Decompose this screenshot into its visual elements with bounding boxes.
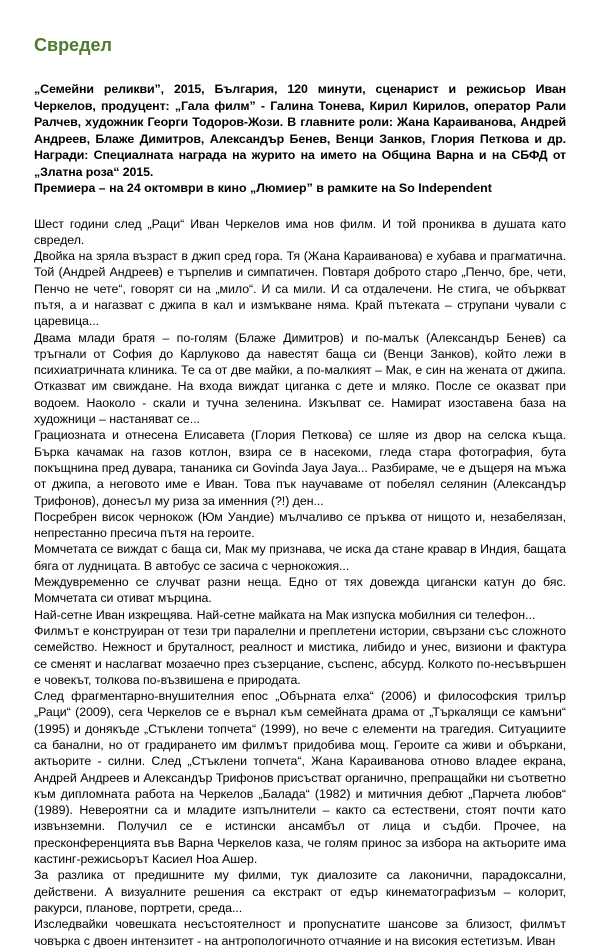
paragraph: Момчетата се виждат с баща си, Мак му признава, че иска да стане кравар в Индия, бащата бяга от лудницата. В автобус се засича с чернокожия... <box>34 542 566 573</box>
paragraph: След фрагментарно-внушителния епос „Обърната елха“ (2006) и философския трилър „Раци“ (2009), сега Черкелов се е върнал към семейната драма от „Търкалящи се камъни“ (1995) и донякъде „Стъклени топчета“ (1999), но вече с елементи на трагедия. Ситуациите са банални, но от градирането им филмът придобива мощ. Героите са живи и объркани, актьорите - силни. След „Стъклени топчета“, Жана Караиванова отново владее екрана, Андрей Андреев и Александър Трифонов присъстват органично, препращайки ни съответно към дипломната работа на Черкелов „Балада“ (1982) и митичния дебют „Парчета любов“ (1989). Невероятни са и младите изпълнители – както са естествени, стоят почти като извънземни. Получил се е истински ансамбъл от лица и съдби. Прочее, на пресконференцията във Варна Черкелов каза, че голям принос за избора на актьорите има кастинг-режисьорът Касиел Ноа Ашер. <box>34 689 566 867</box>
article-body <box>34 216 566 949</box>
paragraph: Изследвайки човешката несъстоятелност и пропуснатите шансове за близост, филмът човърка с двоен интензитет - на антропологичното отчаяние и на високия естетизъм. Иван <box>34 917 566 948</box>
article-title: Свредел <box>34 35 112 55</box>
paragraph: Най-сетне Иван изкрещява. Най-сетне майката на Мак изпуска мобилния си телефон... <box>34 607 536 622</box>
article <box>34 0 566 949</box>
film-credits: „Семейни реликви”, 2015, България, 120 минути, сценарист и режисьор Иван Черкелов, продуцент: „Гала филм” - Галина Тонева, Кирил Кирилов, оператор Рали Ралчев, художник Георги Тодоров-Жози. В главните роли: Жана Караиванова, Андрей Андреев, Блаже Димитров, Александър Бенев, Венци Занков, Глория Петкова и др. Награди: Специалната награда на журито на името на Община Варна и на СБФД от „Златна роза“ 2015. <box>34 82 566 179</box>
paragraph: Филмът е конструиран от тези три паралелни и преплетени истории, свързани със сложното семейство. Нежност и бруталност, реалност и мистика, либидо и унес, визиони и фактура се сменят и наслагват мозаечно през съзерцание, съспенс, абсурд. Колкото по-несъвършен е човекът, толкова по-възвишена е природата. <box>34 623 566 687</box>
paragraph: За разлика от предишните му филми, тук диалозите са лаконични, парадоксални, действени. А визуалните решения са екстракт от едър кинематографизъм – колорит, ракурси, планове, портрети, среда... <box>34 868 566 915</box>
paragraph: Грациозната и отнесена Елисавета (Глория Петкова) се шляе из двор на селска къща. Бърка качамак на газов котлон, взира се в насекоми, гледа стара фотография, бута покъщнина пред дувара, тананика си Govinda Jaya Jaya... Разбираме, че е дъщеря на мъжа от джипа, а неговото име е Иван. Това пък научаваме от побелял селянин (Александър Трифонов), донесъл му риза за именния (?!) ден... <box>34 428 566 508</box>
paragraph: Посребрен висок чернокож (Юм Уандие) мълчаливо се пръква от нищото и, незабелязан, непрестанно пресича пътя на героите. <box>34 509 566 541</box>
paragraph: Междувременно се случват разни неща. Едно от тях довежда цигански катун до бяс. Момчетата си отиват мърцина. <box>34 575 566 606</box>
paragraph: Двама млади братя – по-голям (Блаже Димитров) и по-малък (Александър Бенев) са тръгнали от София до Карлуково да навестят баща си (Венци Занков), който лежи в психиатричната клиника. Те са от две майки, а по-малкият – Мак, е син на жената от джипа. Отказват им свиждане. На входа виждат циганка с дете и мляко. После се оказват при водоем. Наоколо - скали и тучна зеленина. Изкъпват се. Намират изоставена база на художници – настаняват се... <box>34 330 566 427</box>
paragraph: Шест години след „Раци“ Иван Черкелов има нов филм. И той прониква в душата като свредел. <box>34 216 566 247</box>
paragraph: Двойка на зряла възраст в джип сред гора. Тя (Жана Караиванова) е хубава и прагматична. Той (Андрей Андреев) е търпелив и симпатичен. Повтаря доброто старо „Пенчо, бре, чети, Пенчо не чете“, говорят си на „мило“. И са мили. И са отдалечени. Не стига, че объркват пътя, а и нагазват с джипа в кал и измъкване няма. Край пътеката – струпани чували с царевица... <box>34 249 566 329</box>
premiere-info: Премиера – на 24 октомври в кино „Люмиер” в рамките на So Independent <box>34 181 492 195</box>
